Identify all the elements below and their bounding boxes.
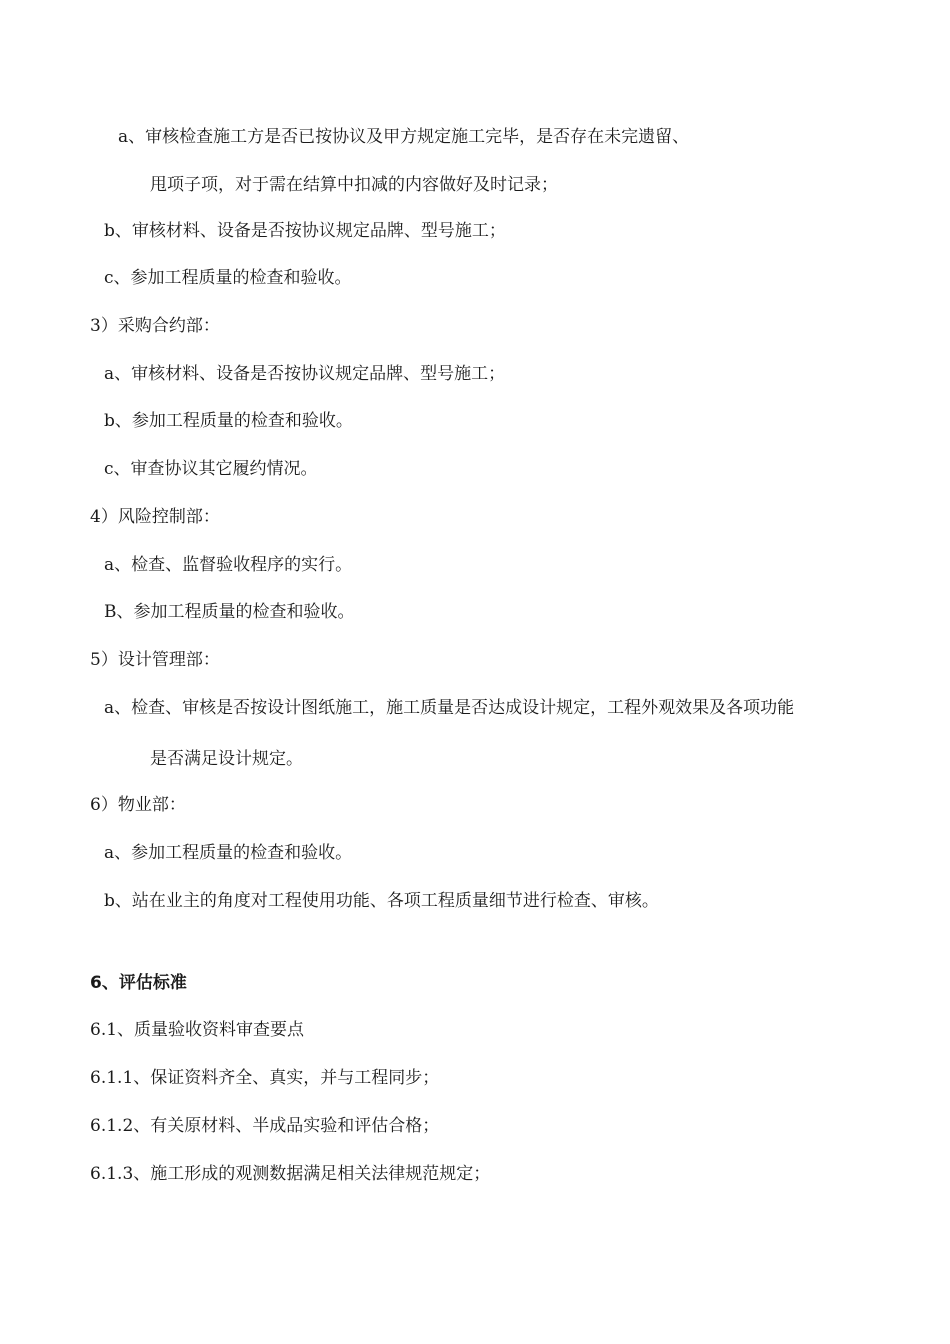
text-line-design-a-continued: 是否满足设计规定。: [150, 749, 303, 769]
subheading-6-1: 6.1、质量验收资料审查要点: [90, 1020, 305, 1040]
text-line-property-a: a、参加工程质量的检查和验收。: [104, 843, 353, 863]
text-line-b-review-materials: b、审核材料、设备是否按协议规定品牌、型号施工；: [104, 221, 506, 241]
text-line-procurement-a: a、审核材料、设备是否按协议规定品牌、型号施工；: [104, 364, 506, 384]
text-line-a-review-completion: a、审核检查施工方是否已按协议及甲方规定施工完毕，是否存在未完遗留、: [118, 127, 690, 147]
text-line-risk-a: a、检查、监督验收程序的实行。: [104, 555, 353, 575]
text-line-c-inspection: c、参加工程质量的检查和验收。: [104, 268, 352, 288]
text-line-6-1-3: 6.1.3、施工形成的观测数据满足相关法律规范规定；: [90, 1164, 491, 1184]
text-line-risk-b: B、参加工程质量的检查和验收。: [104, 602, 355, 622]
section-heading-procurement: 3）采购合约部：: [90, 316, 220, 336]
text-line-a-continued: 甩项子项，对于需在结算中扣减的内容做好及时记录；: [150, 175, 558, 195]
section-heading-risk-control: 4）风险控制部：: [90, 507, 220, 527]
text-line-procurement-c: c、审查协议其它履约情况。: [104, 459, 318, 479]
text-line-procurement-b: b、参加工程质量的检查和验收。: [104, 411, 353, 431]
text-line-property-b: b、站在业主的角度对工程使用功能、各项工程质量细节进行检查、审核。: [104, 891, 659, 911]
text-line-6-1-2: 6.1.2、有关原材料、半成品实验和评估合格；: [90, 1116, 440, 1136]
section-heading-property: 6）物业部：: [90, 795, 186, 815]
text-line-6-1-1: 6.1.1、保证资料齐全、真实，并与工程同步；: [90, 1068, 440, 1088]
section-heading-design-management: 5）设计管理部：: [90, 650, 220, 670]
section-heading-evaluation-standards: 6、评估标准: [90, 973, 187, 993]
text-line-design-a: a、检查、审核是否按设计图纸施工，施工质量是否达成设计规定，工程外观效果及各项功能: [104, 698, 795, 718]
